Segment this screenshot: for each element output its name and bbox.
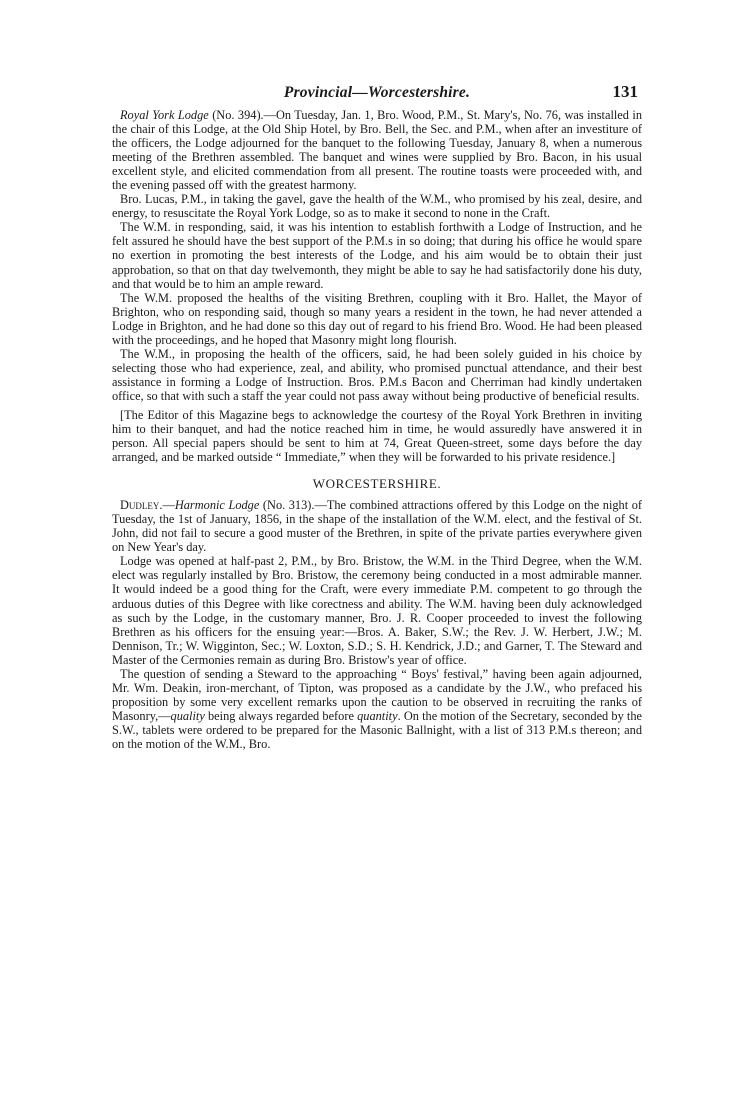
section-heading: WORCESTERSHIRE. <box>312 476 442 492</box>
paragraph-text: (No. 394).—On Tuesday, Jan. 1, Bro. Wood, P.M., St. Mary's, No. 76, was installed in the chair of this Lodge, at the Old Ship Hotel, by Bro. Bell, the Sec. and P.M., when after an investiture of the officers, the Lodge adjourned for the banquet to the following Tuesday, January 8, when a numerous meeting of the Brethren assembled. The banquet and wines were supplied by Bro. Bacon, in his usual excellent style, and elicited commendation from all present. The routine toasts were proceeded with, and the evening passed off with the greatest harmony. <box>112 108 643 193</box>
lodge-name: Royal York Lodge <box>120 108 209 122</box>
page <box>112 82 642 751</box>
editor-note: [The Editor of this Magazine begs to acknowledge the courtesy of the Royal York Brethren in inviting him to their banquet, and had the notice reached him in time, he would assuredly have answered it in person. All special papers should be sent to him at 74, Great Queen-street, some days before the day arranged, and be marked outside “ Immediate,” when they will be forwarded to his private residence.] <box>112 407 642 465</box>
place-name: Dudley. <box>120 498 163 513</box>
paragraph-text: . On the motion of the Secretary, seconded by the S.W., tablets were ordered to be prepared for the Masonic Ballnight, with a list of 313 P.M.s thereon; and on the motion of the W.M., Bro. <box>112 708 643 751</box>
running-title: Provincial—Worcestershire. <box>283 84 471 101</box>
paragraph: The W.M. proposed the healths of the visiting Brethren, coupling with it Bro. Hallet, the Mayor of Brighton, who on responding said, though so many years a resident in the town, he had never attended a Lodge in Brighton, and he had done so this day out of regard to his friend Bro. Wood. He had been pleased with the proceedings, and he hoped that Masonry might long flourish. <box>112 290 642 347</box>
lodge-name: Harmonic Lodge <box>174 498 260 513</box>
paragraph-steward <box>112 667 642 751</box>
paragraph: The W.M. in responding, said, it was his intention to establish forthwith a Lodge of Instruction, and he felt assured he should have the best support of the P.M.s in so doing; that during his office he would spare no exertion in promoting the best interests of the Lodge, and his aim would be to obtain their just approbation, so that on that day twelvemonth, they might be able to say he had satisfactorily done his duty, and that would be to him an ample reward. <box>112 220 642 291</box>
article-body <box>112 108 642 751</box>
page-number: 131 <box>612 82 638 101</box>
paragraph-text: (No. 313).—The combined attractions offered by this Lodge on the night of Tuesday, the 1st of January, 1856, in the shape of the installation of the W.M. elect, and the festival of St. John, did not fail to secure a good muster of the Brethren, in spite of the private parties everywhere given on New Year's day. <box>112 498 642 555</box>
paragraph: Bro. Lucas, P.M., in taking the gavel, gave the health of the W.M., who promised by his zeal, desire, and energy, to resuscitate the Royal York Lodge, so as to make it second to none in the Craft. <box>112 192 642 221</box>
paragraph: The W.M., in proposing the health of the officers, said, he had been solely guided in his choice by selecting those who had experience, zeal, and ability, who promised punctual attendance, and their best assistance in forming a Lodge of Instruction. Bros. P.M.s Bacon and Cherriman had kindly undertaken office, so that with such a staff the year could not pass away without being productive of beneficial results. <box>112 346 642 403</box>
running-head <box>112 82 642 108</box>
paragraph-text: The question of sending a Steward to the approaching “ Boys' festival,” having been again adjourned, Mr. Wm. Deakin, iron-merchant, of Tipton, was proposed as a candidate by the J.W., who prefaced his proposition by some very excellent remarks upon the caution to be observed in recruiting the ranks of Masonry,— <box>112 666 642 723</box>
paragraph: Lodge was opened at half-past 2, P.M., by Bro. Bristow, the W.M. in the Third Degree, when the W.M. elect was regularly installed by Bro. Bristow, the ceremony being conducted in a most admirable manner. It would indeed be a good thing for the Craft, were every immediate P.M. competent to go through the arduous duties of this Degree with like corectness and ability. The W.M. having been duly acknowledged as such by the Lodge, in the customary manner, Bro. J. R. Cooper proceeded to invest the following Brethren as his officers for the ensuing year:—Bros. A. Baker, S.W.; the Rev. J. W. Herbert, J.W.; M. Dennison, Tr.; W. Wigginton, Sec.; W. Loxton, S.D.; S. H. Kendrick, J.D.; and Garner, T. The Steward and Master of the Cermonies remain as during Bro. Bristow's year of office. <box>112 554 642 667</box>
paragraph-text: being always regarded before <box>204 708 358 723</box>
paragraph-royal-york <box>112 108 642 192</box>
emphasis-quantity: quantity <box>357 708 398 723</box>
paragraph-dudley: Dudley.—Harmonic Lodge (No. 313).—The combined attractions offered by this Lodge on the night of Tuesday, the 1st of January, 1856, in the shape of the installation of the W.M. elect, and the festival of St. John, did not fail to secure a good muster of the Brethren, in spite of the private parties everywhere given on New Year's day. <box>112 498 642 555</box>
emphasis-quality: quality <box>170 708 205 723</box>
